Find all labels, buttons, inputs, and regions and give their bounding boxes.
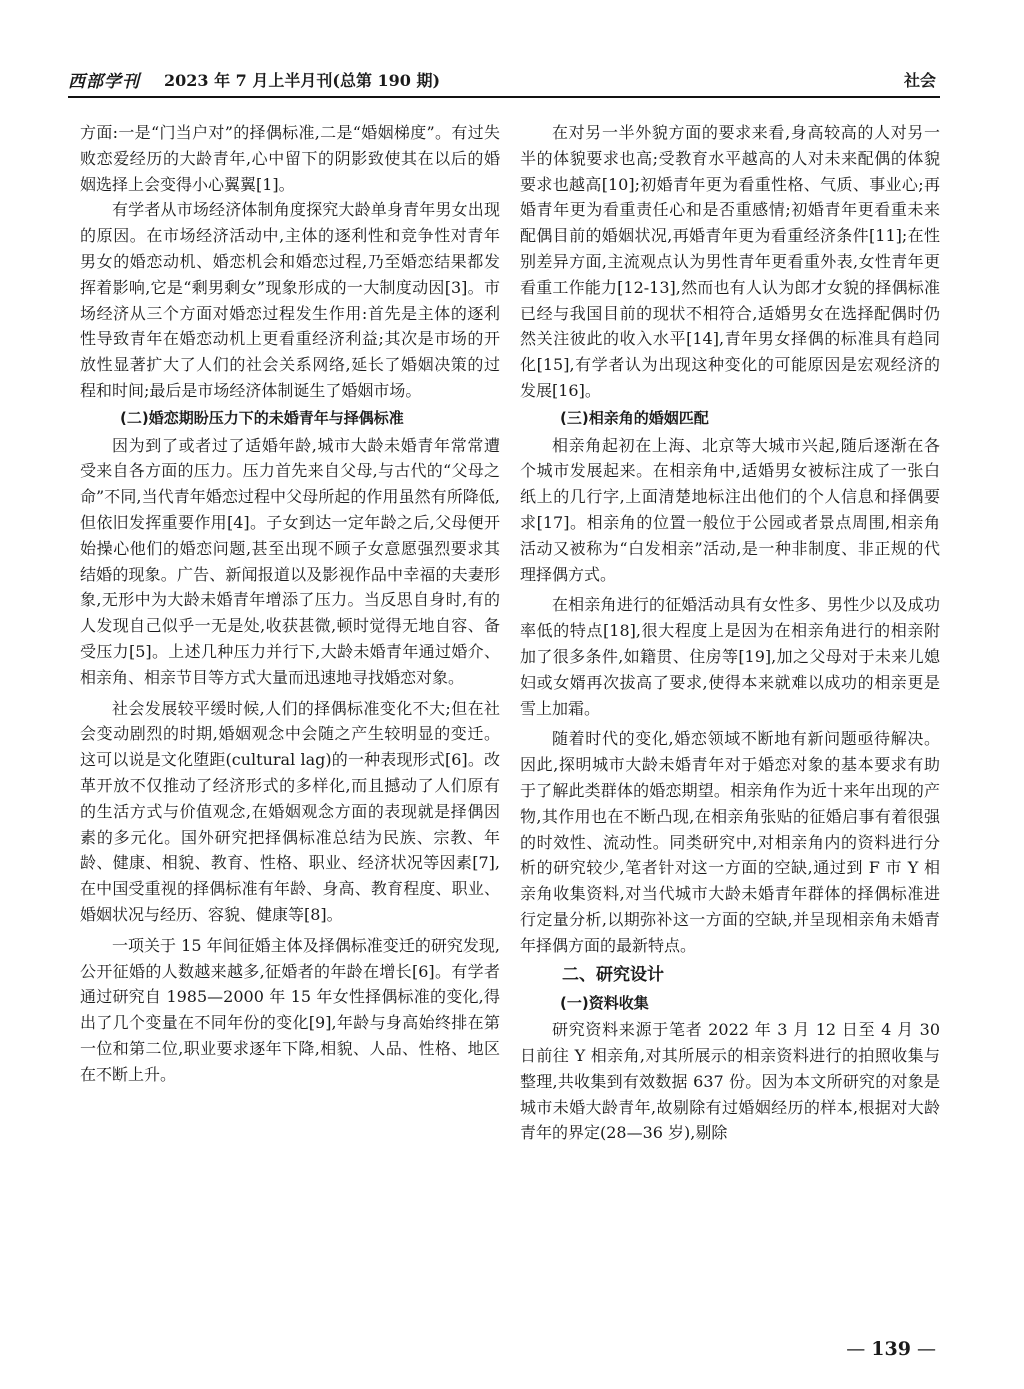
paragraph: 相亲角起初在上海、北京等大城市兴起,随后逐渐在各个城市发展起来。在相亲角中,适婚男女被标注成了一张白纸上的几行字,上面清楚地标注出他们的个人信息和择偶要求[17]。相亲角的位置一般位于公园或者景点周围,相亲角活动又被称为“白发相亲”活动,是一种非制度、非正规的代理择偶方式。: [520, 435, 940, 584]
subsection-heading: (三)相亲角的婚姻匹配: [560, 408, 709, 427]
paragraph: 在对另一半外貌方面的要求来看,身高较高的人对另一半的体貌要求也高;受教育水平越高的人对未来配偶的体貌要求也越高[10];初婚青年更为看重性格、气质、事业心;再婚青年更为看重责任心和是否重感情;初婚青年更看重未来配偶目前的婚姻状况,再婚青年更为看重经济条件[11];在性别差异方面,主流观点认为男性青年更看重外表,女性青年更看重工作能力[12-13],然而也有人认为郎才女貌的择偶标准已经与我国目前的现状不相符合,适婚男女在选择配偶时仍然关注彼此的收入水平[14],青年男女择偶的标准具有趋同化[15],有学者认为出现这种变化的可能原因是宏观经济的发展[16]。: [520, 123, 940, 400]
right-column: [520, 120, 940, 1146]
paragraph: 方面:一是“门当户对”的择偶标准,二是“婚姻梯度”。有过失败恋爱经历的大龄青年,心中留下的阴影致使其在以后的婚姻选择上会变得小心翼翼[1]。: [80, 123, 500, 194]
running-header: [68, 64, 940, 90]
page-number: 139: [871, 1338, 911, 1360]
header-rule: [68, 96, 940, 98]
paragraph: 有学者从市场经济体制角度探究大龄单身青年男女出现的原因。在市场经济活动中,主体的逐利性和竞争性对青年男女的婚恋动机、婚恋机会和婚恋过程,乃至婚恋结果都发挥着影响,它是“剩男剩女”现象形成的一大制度动因[3]。市场经济从三个方面对婚恋过程发生作用:首先是主体的逐利性导致青年在婚恋动机上更看重经济利益;其次是市场的开放性显著扩大了人们的社会关系网络,延长了婚姻决策的过程和时间;最后是市场经济体制诞生了婚姻市场。: [80, 200, 500, 400]
footer-dash: —: [846, 1338, 872, 1360]
left-column: [80, 120, 500, 1087]
issue-info: 2023 年 7 月上半月刊(总第 190 期): [164, 71, 441, 90]
section-heading: 二、研究设计: [562, 964, 664, 985]
subsection-heading: (一)资料收集: [560, 993, 649, 1012]
journal-logo: 西部学刊: [68, 72, 140, 92]
subsection-heading: (二)婚恋期盼压力下的未婚青年与择偶标准: [120, 408, 404, 427]
paragraph: 研究资料来源于笔者 2022 年 3 月 12 日至 4 月 30 日前往 Y 相亲角,对其所展示的相亲资料进行的拍照收集与整理,共收集到有效数据 637 份。因为本文所研究的对象是城市未婚大龄青年,故剔除有过婚姻经历的样本,根据对大龄青年的界定(28—36 岁),剔除: [520, 1020, 940, 1143]
paragraph: 随着时代的变化,婚恋领域不断地有新问题亟待解决。因此,探明城市大龄未婚青年对于婚恋对象的基本要求有助于了解此类群体的婚恋期望。相亲角作为近十来年出现的产物,其作用也在不断凸现,在相亲角张贴的征婚启事有着很强的时效性、流动性。同类研究中,对相亲角内的资料进行分析的研究较少,笔者针对这一方面的空缺,通过到 F 市 Y 相亲角收集资料,对当代城市大龄未婚青年群体的择偶标准进行定量分析,以期弥补这一方面的空缺,并呈现相亲角未婚青年择偶方面的最新特点。: [520, 729, 940, 955]
paragraph: 因为到了或者过了适婚年龄,城市大龄未婚青年常常遭受来自各方面的压力。压力首先来自父母,与古代的“父母之命”不同,当代青年婚恋过程中父母所起的作用虽然有所降低,但依旧发挥重要作用[4]。子女到达一定年龄之后,父母便开始操心他们的婚恋问题,甚至出现不顾子女意愿强烈要求其结婚的现象。广告、新闻报道以及影视作品中幸福的夫妻形象,无形中为大龄未婚青年增添了压力。当反思自身时,有的人发现自己似乎一无是处,收获甚微,顿时觉得无地自容、备受压力[5]。上述几种压力并行下,大龄未婚青年通过婚介、相亲角、相亲节目等方式大量而迅速地寻找婚恋对象。: [80, 435, 500, 687]
paragraph: 在相亲角进行的征婚活动具有女性多、男性少以及成功率低的特点[18],很大程度上是因为在相亲角进行的相亲附加了很多条件,如籍贯、住房等[19],加之父母对于未来儿媳妇或女婿再次拔高了要求,使得本来就难以成功的相亲更是雪上加霜。: [520, 595, 940, 718]
paragraph: 一项关于 15 年间征婚主体及择偶标准变迁的研究发现,公开征婚的人数越来越多,征婚者的年龄在增长[6]。有学者通过研究自 1985—2000 年 15 年女性择偶标准的变化,得出了几个变量在不同年份的变化[9],年龄与身高始终排在第一位和第二位,职业要求逐年下降,相貌、人品、性格、地区在不断上升。: [80, 935, 500, 1084]
paragraph: 社会发展较平缓时候,人们的择偶标准变化不大;但在社会变动剧烈的时期,婚姻观念中会随之产生较明显的变迁。这可以说是文化堕距(cultural lag)的一种表现形式[6]。改革开放不仅推动了经济形式的多样化,而且撼动了人们原有的生活方式与价值观念,在婚姻观念方面的表现就是择偶因素的多元化。国外研究把择偶标准总结为民族、宗教、年龄、健康、相貌、教育、性格、职业、经济状况等因素[7],在中国受重视的择偶标准有年龄、身高、教育程度、职业、婚姻状况与经历、容貌、健康等[8]。: [80, 698, 500, 924]
page-footer: [846, 1338, 936, 1360]
section-label: 社会: [903, 71, 936, 90]
footer-dash: —: [910, 1338, 936, 1360]
